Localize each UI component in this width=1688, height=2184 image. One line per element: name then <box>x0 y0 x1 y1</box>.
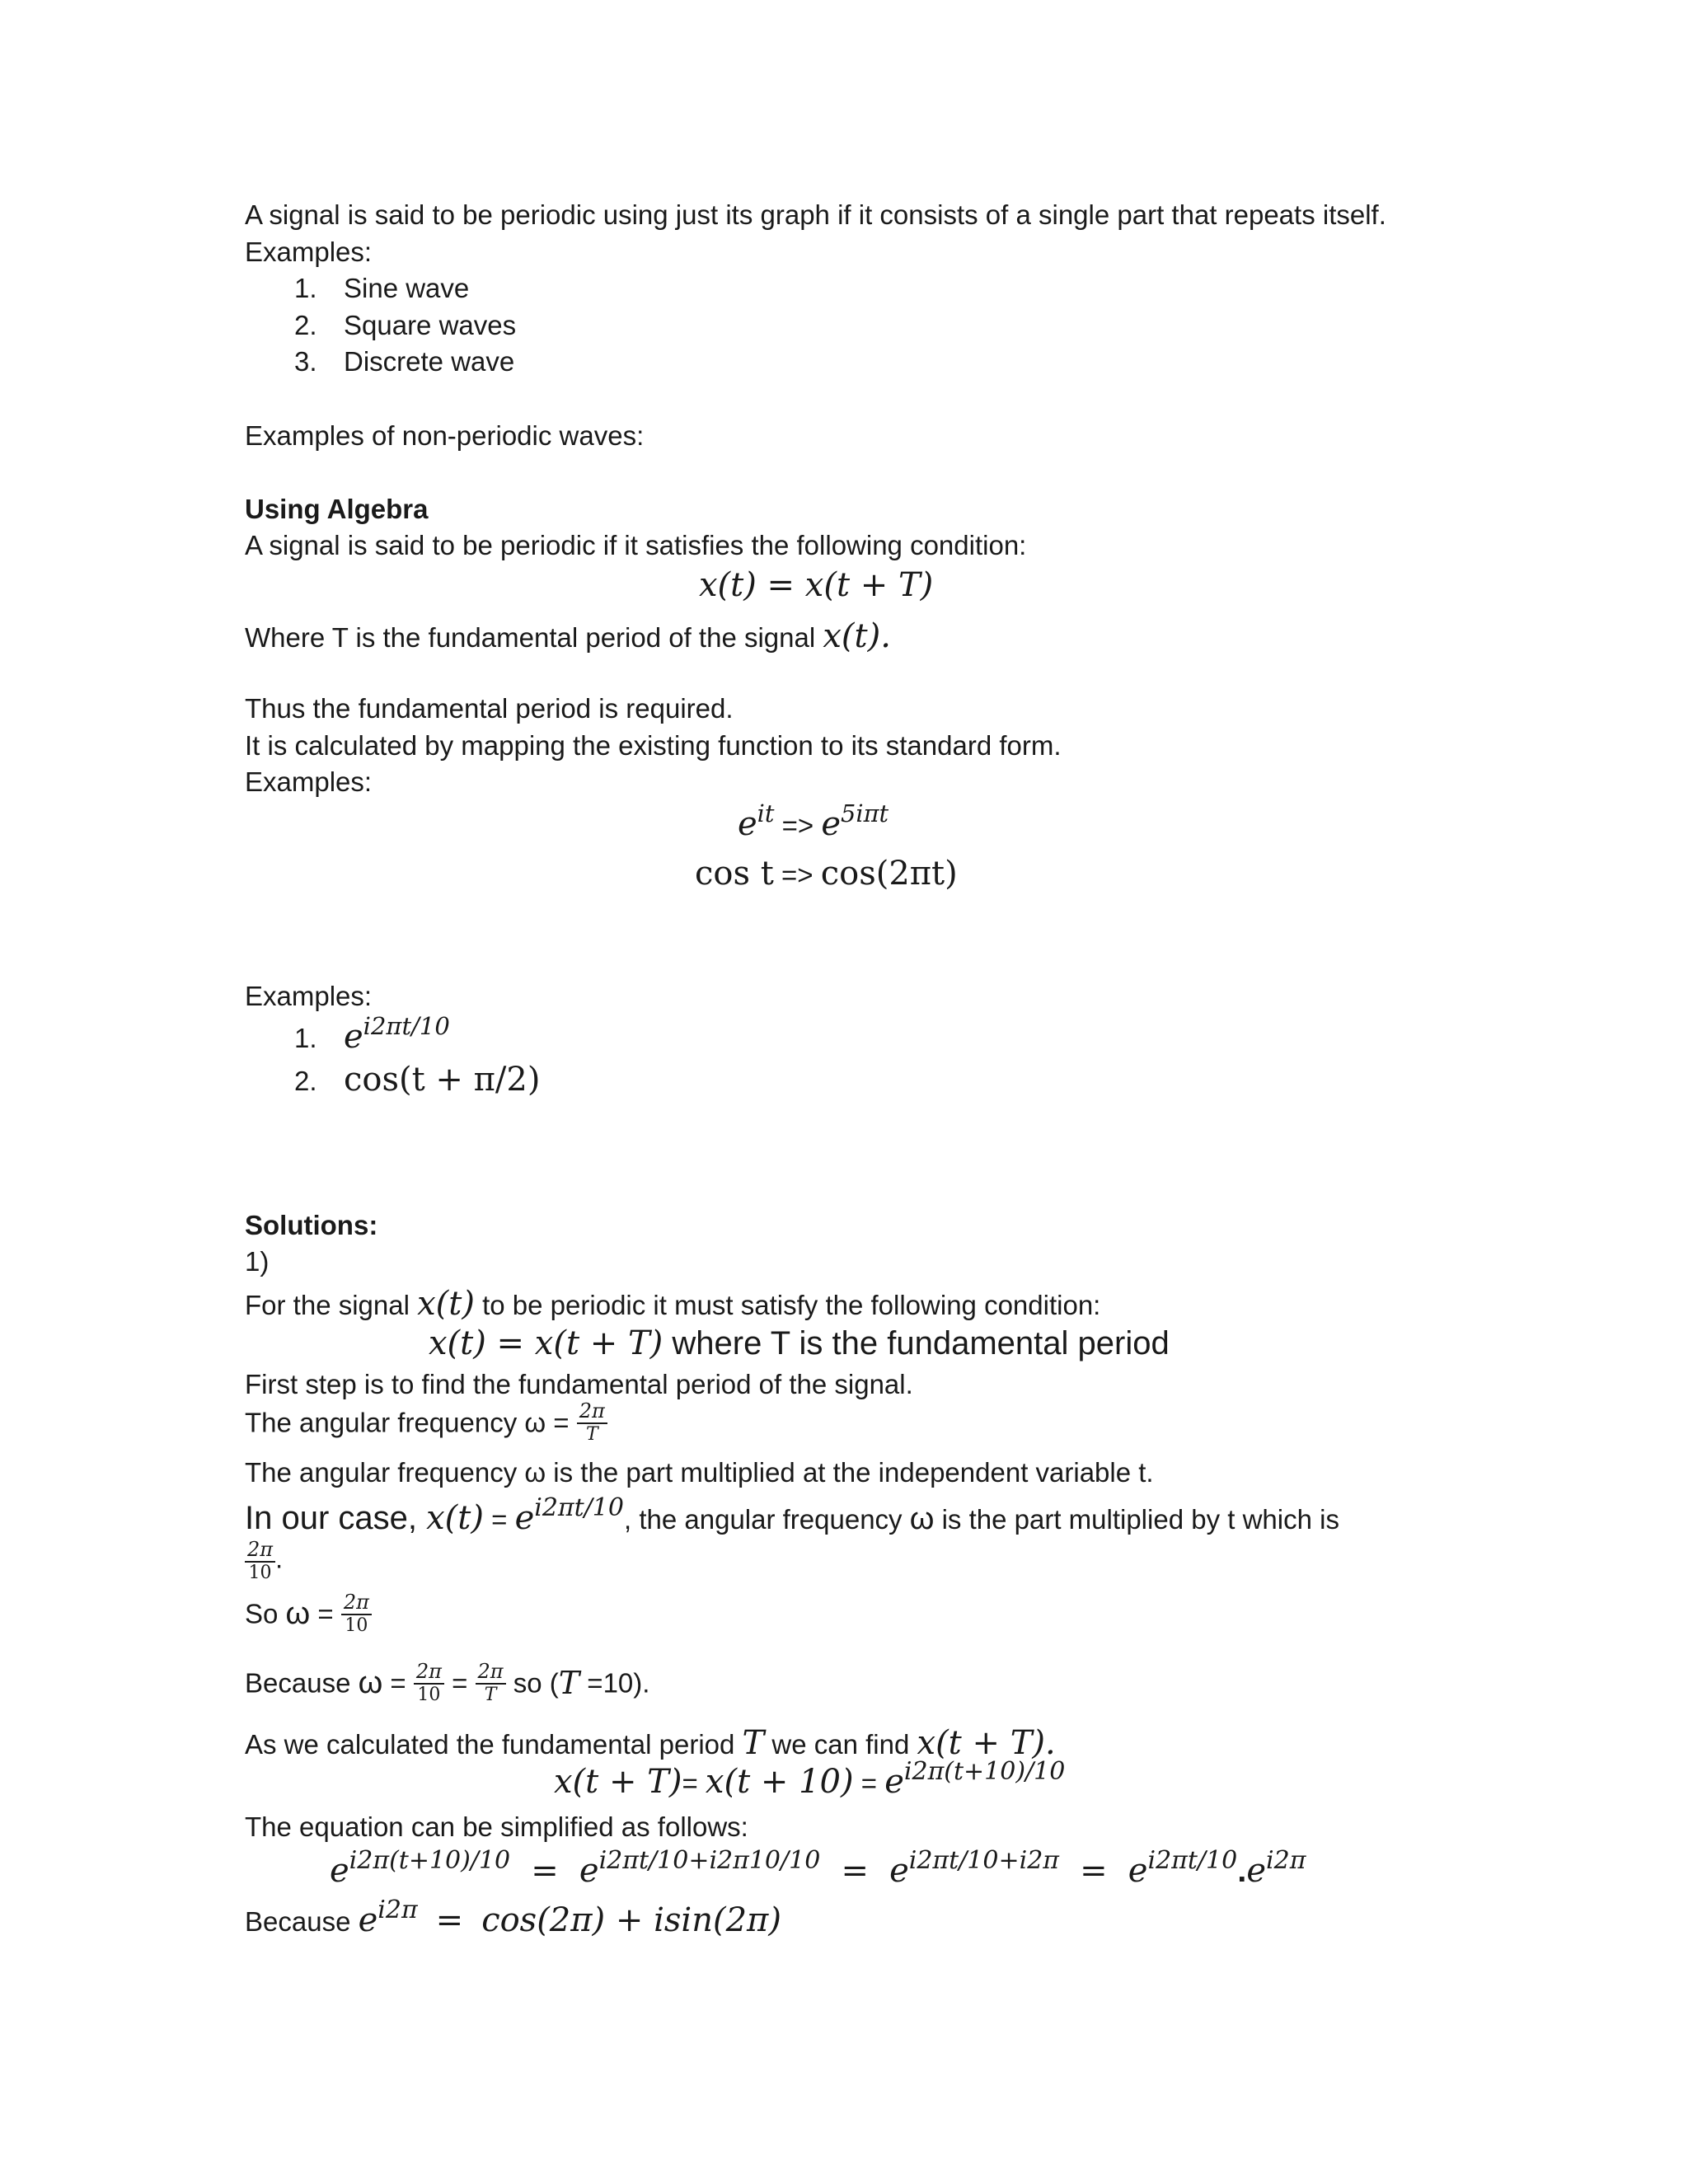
case-fraction <box>245 1540 283 1582</box>
definition-text: A signal is said to be periodic using just its graph if it consists of a single part that repeats itself. <box>245 199 1386 230</box>
exercise-number: 2. <box>294 1066 317 1096</box>
fraction-numerator: 2π <box>341 1592 372 1615</box>
list-text: Sine wave <box>344 273 470 303</box>
calc-text: It is calculated by mapping the existing function to its standard form. <box>245 730 1062 761</box>
equals-sign: = <box>435 1901 464 1939</box>
signal-math: x(t) <box>426 1499 484 1537</box>
thus-text: Thus the fundamental period is required. <box>245 693 734 724</box>
shift-equation <box>554 1756 1066 1801</box>
equals-sign: = <box>531 1852 559 1890</box>
where-text: Where T is the fundamental period of the signal <box>245 622 823 653</box>
euler-line <box>245 1895 781 1939</box>
examples-label-3: Examples: <box>245 981 373 1011</box>
list-text: Discrete wave <box>344 346 515 377</box>
fraction <box>245 1540 275 1582</box>
exp-power: 5iπt <box>841 799 889 828</box>
text: For the signal <box>245 1290 418 1320</box>
text: Because <box>245 1906 359 1937</box>
euler-identity-rhs: cos(2π) + isin(2π) <box>481 1901 781 1939</box>
exp-base: e <box>1128 1852 1148 1890</box>
exp-power: i2π(t+10)/10 <box>349 1845 511 1875</box>
equation-text: where T is the fundamental period <box>663 1325 1170 1361</box>
arrow: => <box>774 810 822 841</box>
text: = <box>682 1768 706 1798</box>
exp-power: i2π <box>1266 1845 1306 1875</box>
text: = <box>382 1667 414 1699</box>
exp-base: e <box>884 1763 904 1801</box>
fraction-denominator: 10 <box>417 1685 441 1705</box>
fraction-denominator: 10 <box>248 1563 272 1583</box>
cos-left: cos t <box>695 855 774 893</box>
list-text: Square waves <box>344 310 517 340</box>
exp-base: e <box>579 1852 599 1890</box>
exp-base: e <box>514 1499 535 1537</box>
section-heading: Using Algebra <box>245 494 429 524</box>
text: . <box>275 1543 284 1574</box>
exercise-number: 1. <box>294 1023 317 1053</box>
fraction-numerator: 2π <box>245 1540 275 1563</box>
text: to be periodic it must satisfy the following condition: <box>474 1290 1101 1320</box>
so-omega-line <box>245 1592 372 1635</box>
simplify-text: The equation can be simplified as follows: <box>245 1811 748 1842</box>
omega-symbol: ω <box>909 1502 935 1536</box>
exp-power: i2πt/10 <box>534 1493 624 1522</box>
fraction-denominator: T <box>585 1424 598 1445</box>
mapping-exp <box>738 799 889 843</box>
exp-base: e <box>344 1018 363 1056</box>
period-symbol: T <box>558 1665 580 1701</box>
list-number: 1. <box>294 273 317 303</box>
text: is the part multiplied by t which is <box>934 1504 1339 1535</box>
list-item <box>294 274 469 302</box>
fraction <box>414 1661 444 1704</box>
fraction-denominator: 10 <box>345 1615 368 1636</box>
exp-base: e <box>1246 1852 1267 1890</box>
list-item <box>294 348 514 375</box>
omega-symbol: ω <box>358 1666 383 1700</box>
fraction <box>476 1661 506 1704</box>
fraction-numerator: 2π <box>476 1661 506 1685</box>
arrow: => <box>773 860 821 890</box>
cos-right: cos(2πt) <box>820 855 958 893</box>
exercise-item <box>294 1061 541 1099</box>
equation-math: x(t + 10) <box>705 1763 854 1801</box>
as-calculated-line <box>245 1724 1056 1762</box>
exp-base: e <box>358 1901 378 1939</box>
period-symbol: T <box>742 1724 765 1762</box>
examples-label-2: Examples: <box>245 766 373 797</box>
solution-equation <box>429 1324 1170 1362</box>
exp-power: i2π(t+10)/10 <box>903 1756 1066 1786</box>
text: = <box>483 1504 515 1535</box>
text: , the angular frequency <box>624 1504 910 1535</box>
text: As we calculated the fundamental period <box>245 1729 743 1760</box>
exp-power: i2πt/10+i2π <box>908 1845 1060 1875</box>
angular-frequency-line <box>245 1401 607 1444</box>
periodic-equation: x(t) = x(t + T) <box>699 566 934 604</box>
omega-symbol: ω <box>285 1596 311 1631</box>
equals-sign: = <box>1080 1852 1108 1890</box>
exp-power: i2πt/10 <box>363 1012 450 1041</box>
exercise-item <box>294 1012 450 1056</box>
text: = <box>853 1768 885 1798</box>
where-line <box>245 617 891 655</box>
case-line <box>245 1493 1339 1537</box>
exp-base: e <box>330 1852 349 1890</box>
examples-label: Examples: <box>245 237 373 267</box>
solution-number: 1) <box>245 1246 270 1277</box>
text: The angular frequency ω = <box>245 1407 577 1438</box>
list-number: 3. <box>294 346 317 377</box>
simplification-chain <box>330 1845 1306 1890</box>
text: = <box>443 1667 476 1699</box>
list-item <box>294 312 516 339</box>
exp-power: it <box>757 799 775 828</box>
text: so ( <box>505 1667 559 1699</box>
text: =10). <box>579 1667 650 1699</box>
exercise-expr: cos(t + π/2) <box>344 1061 541 1099</box>
equation-math: x(t) = x(t + T) <box>429 1324 663 1362</box>
solutions-heading: Solutions: <box>245 1210 378 1240</box>
exp-base: e <box>889 1852 909 1890</box>
text: So <box>245 1598 286 1629</box>
fraction-denominator: T <box>484 1685 497 1705</box>
exp-power: i2πt/10+i2π10/10 <box>598 1845 821 1875</box>
text: Because <box>245 1667 359 1699</box>
fraction <box>577 1401 607 1444</box>
text: = <box>310 1598 341 1629</box>
shifted-signal-math: x(t + T). <box>917 1724 1056 1762</box>
equals-sign: = <box>841 1852 869 1890</box>
mapping-cos <box>695 855 958 893</box>
exp-base: e <box>821 805 842 843</box>
exp-power: i2πt/10 <box>1147 1845 1238 1875</box>
text: In our case, <box>245 1500 427 1536</box>
text: we can find <box>764 1729 917 1760</box>
equation-math: x(t + T) <box>554 1763 682 1801</box>
fraction-numerator: 2π <box>577 1401 607 1424</box>
nonperiodic-label: Examples of non-periodic waves: <box>245 420 645 451</box>
fraction <box>341 1592 372 1635</box>
solution-line-1 <box>245 1285 1101 1323</box>
signal-math: x(t). <box>823 617 891 655</box>
list-number: 2. <box>294 310 317 340</box>
exp-base: e <box>738 805 757 843</box>
because-line <box>245 1661 649 1704</box>
dot-operator: . <box>1237 1853 1247 1889</box>
exp-power: i2π <box>377 1895 418 1924</box>
angular-desc: The angular frequency ω is the part multiplied at the independent variable t. <box>245 1457 1154 1488</box>
condition-text: A signal is said to be periodic if it satisfies the following condition: <box>245 530 1027 560</box>
first-step-text: First step is to find the fundamental period of the signal. <box>245 1369 913 1399</box>
fraction-numerator: 2π <box>414 1661 444 1685</box>
signal-math: x(t) <box>417 1285 475 1323</box>
